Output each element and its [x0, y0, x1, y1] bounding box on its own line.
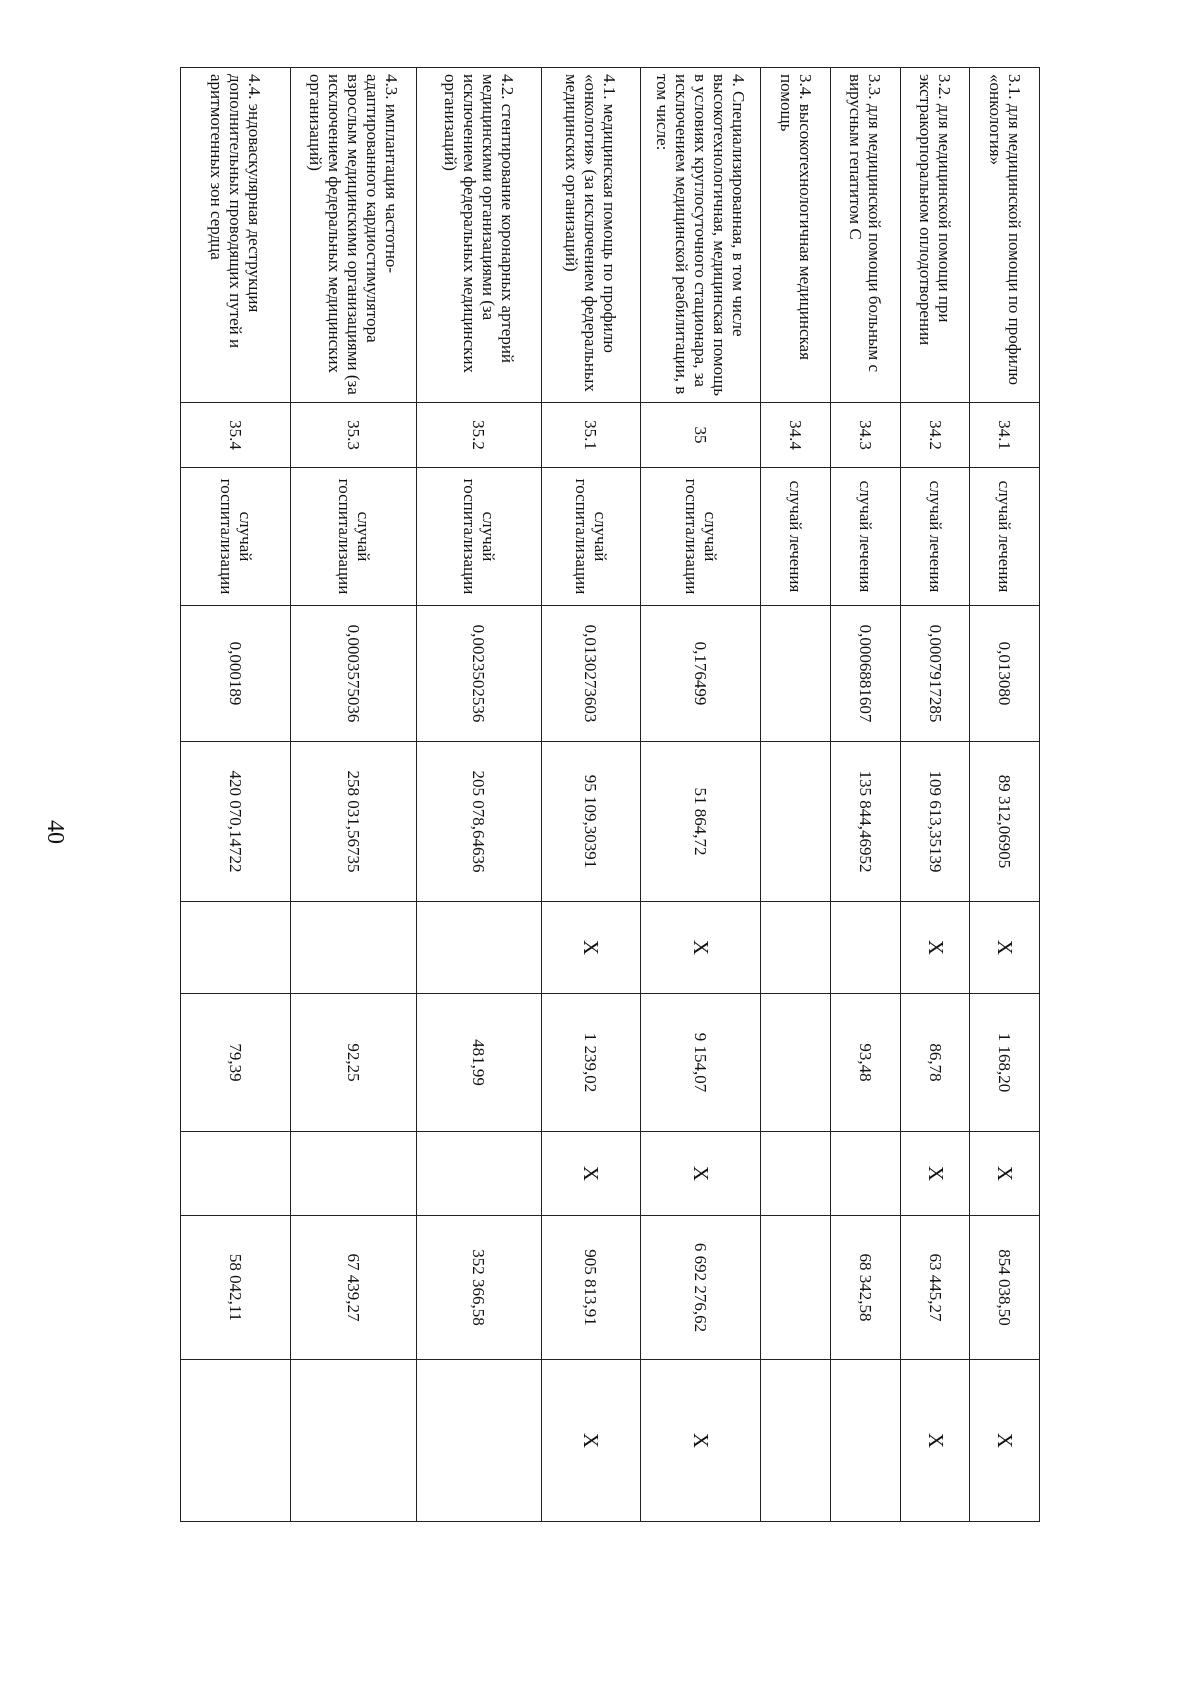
row-code-cell: 35.4 — [181, 403, 291, 468]
norm-cell: 0,0006881607 — [831, 606, 901, 742]
row-name-cell: 4. Специализированная, в том числе высокотехнологичная, медицинская помощь в условиях круглосуточного стационара, за исключением медицинской реабилитации, в том числе: — [640, 68, 761, 403]
col8-cell: X — [970, 1132, 1040, 1216]
row-code-cell: 35.1 — [542, 403, 641, 468]
col7-cell: 92,25 — [291, 994, 416, 1132]
cost-cell: 258 031,56735 — [291, 742, 416, 902]
norm-cell: 0,0007917285 — [900, 606, 970, 742]
row-name-cell: 4.3. имплантация частотно-адаптированного кардиостимулятора взрослым медицинскими организациями (за исключением федеральных медицинских организаций) — [291, 68, 416, 403]
col7-cell: 79,39 — [181, 994, 291, 1132]
cost-cell: 109 613,35139 — [900, 742, 970, 902]
unit-cell: случай госпитализации — [291, 468, 416, 606]
col8-cell: X — [542, 1132, 641, 1216]
norm-cell: 0,013080 — [970, 606, 1040, 742]
col10-cell: X — [542, 1360, 641, 1522]
col9-cell: 63 445,27 — [900, 1216, 970, 1360]
row-name-cell: 4.2. стентирование коронарных артерий медицинскими организациями (за исключением федеральных медицинских организаций) — [416, 68, 541, 403]
col6-cell — [831, 902, 901, 994]
col6-cell: X — [542, 902, 641, 994]
unit-cell: случай госпитализации — [542, 468, 641, 606]
col9-cell: 68 342,58 — [831, 1216, 901, 1360]
table-row — [900, 68, 970, 1522]
col7-cell: 1 239,02 — [542, 994, 641, 1132]
col8-cell — [831, 1132, 901, 1216]
col8-cell: X — [900, 1132, 970, 1216]
cost-cell: 205 078,64636 — [416, 742, 541, 902]
col6-cell — [761, 902, 831, 994]
col9-cell: 6 692 276,62 — [640, 1216, 761, 1360]
col9-cell: 854 038,50 — [970, 1216, 1040, 1360]
col10-cell: X — [900, 1360, 970, 1522]
row-code-cell: 34.2 — [900, 403, 970, 468]
col10-cell — [761, 1360, 831, 1522]
col8-cell — [416, 1132, 541, 1216]
col7-cell: 1 168,20 — [970, 994, 1040, 1132]
col6-cell — [181, 902, 291, 994]
unit-cell: случай лечения — [831, 468, 901, 606]
unit-cell: случай госпитализации — [640, 468, 761, 606]
col6-cell: X — [900, 902, 970, 994]
row-code-cell: 34.4 — [761, 403, 831, 468]
table-row — [831, 68, 901, 1522]
cost-cell: 89 312,06905 — [970, 742, 1040, 902]
rotated-table-wrapper — [180, 67, 1040, 1521]
col10-cell: X — [970, 1360, 1040, 1522]
table-row — [416, 68, 541, 1522]
table-row — [181, 68, 291, 1522]
cost-cell: 420 070,14722 — [181, 742, 291, 902]
col8-cell — [761, 1132, 831, 1216]
norm-cell: 0,000189 — [181, 606, 291, 742]
row-name-cell: 3.2. для медицинской помощи при экстракорпоральном оплодотворении — [900, 68, 970, 403]
col10-cell — [416, 1360, 541, 1522]
unit-cell: случай лечения — [970, 468, 1040, 606]
col7-cell — [761, 994, 831, 1132]
row-code-cell: 35.3 — [291, 403, 416, 468]
norm-cell — [761, 606, 831, 742]
table-row — [761, 68, 831, 1522]
col10-cell — [831, 1360, 901, 1522]
page-number: 40 — [42, 820, 68, 844]
col9-cell: 67 439,27 — [291, 1216, 416, 1360]
cost-cell: 51 864,72 — [640, 742, 761, 902]
unit-cell: случай госпитализации — [416, 468, 541, 606]
row-name-cell: 3.1. для медицинской помощи по профилю «онкология» — [970, 68, 1040, 403]
col8-cell: X — [640, 1132, 761, 1216]
row-name-cell: 3.3. для медицинской помощи больным с вирусным гепатитом С — [831, 68, 901, 403]
col9-cell: 352 366,58 — [416, 1216, 541, 1360]
unit-cell: случай лечения — [900, 468, 970, 606]
col7-cell: 86,78 — [900, 994, 970, 1132]
col9-cell — [761, 1216, 831, 1360]
col6-cell: X — [640, 902, 761, 994]
col10-cell: X — [640, 1360, 761, 1522]
norm-cell: 0,0023502536 — [416, 606, 541, 742]
table-row — [291, 68, 416, 1522]
col7-cell: 9 154,07 — [640, 994, 761, 1132]
table-row — [970, 68, 1040, 1522]
cost-cell — [761, 742, 831, 902]
col7-cell: 481,99 — [416, 994, 541, 1132]
col9-cell: 58 042,11 — [181, 1216, 291, 1360]
col10-cell — [181, 1360, 291, 1522]
row-code-cell: 35 — [640, 403, 761, 468]
unit-cell: случай лечения — [761, 468, 831, 606]
norm-cell: 0,0003575036 — [291, 606, 416, 742]
col6-cell — [416, 902, 541, 994]
col7-cell: 93,48 — [831, 994, 901, 1132]
norm-cell: 0,176499 — [640, 606, 761, 742]
table-row — [640, 68, 761, 1522]
row-code-cell: 35.2 — [416, 403, 541, 468]
table-row — [542, 68, 641, 1522]
col6-cell — [291, 902, 416, 994]
cost-cell: 95 109,30391 — [542, 742, 641, 902]
unit-cell: случай госпитализации — [181, 468, 291, 606]
col10-cell — [291, 1360, 416, 1522]
data-table — [180, 67, 1040, 1522]
col8-cell — [291, 1132, 416, 1216]
row-name-cell: 4.4. эндоваскулярная деструкция дополнительных проводящих путей и аритмогенных зон сердца — [181, 68, 291, 403]
cost-cell: 135 844,46952 — [831, 742, 901, 902]
col6-cell: X — [970, 902, 1040, 994]
norm-cell: 0,0130273603 — [542, 606, 641, 742]
row-name-cell: 4.1. медицинская помощь по профилю «онкология» (за исключением федеральных медицинских организаций) — [542, 68, 641, 403]
row-code-cell: 34.1 — [970, 403, 1040, 468]
row-code-cell: 34.3 — [831, 403, 901, 468]
row-name-cell: 3.4. высокотехнологичная медицинская помощь — [761, 68, 831, 403]
col9-cell: 905 813,91 — [542, 1216, 641, 1360]
col8-cell — [181, 1132, 291, 1216]
